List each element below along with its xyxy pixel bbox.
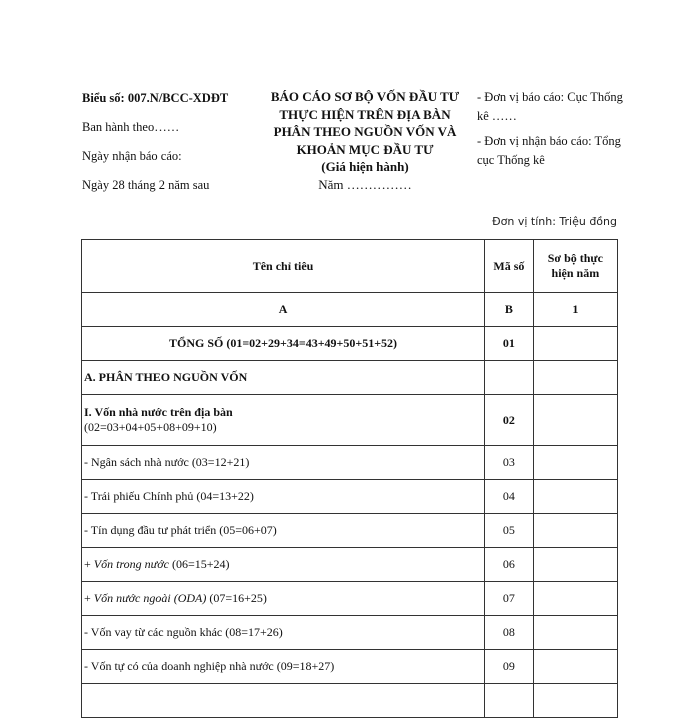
row-code: 07 xyxy=(485,582,534,616)
row-value-cell[interactable] xyxy=(533,684,617,718)
title-line: KHOẢN MỤC ĐẦU TƯ xyxy=(296,141,434,157)
row-formula: (06=15+24) xyxy=(168,557,230,571)
title-line: PHÂN THEO NGUỒN VỐN VÀ xyxy=(273,124,457,139)
row-label: Vốn trong nước xyxy=(93,557,169,571)
letter-value: 1 xyxy=(533,293,617,327)
header-left xyxy=(82,88,257,204)
form-number: Biểu số: 007.N/BCC-XDĐT xyxy=(82,91,229,105)
row-label: Vốn nước ngoài (ODA) xyxy=(93,591,207,605)
row-code: 06 xyxy=(485,548,534,582)
row-formula: (02=03+04+05+08+09+10) xyxy=(84,420,217,434)
table-row xyxy=(82,548,618,582)
report-year: Năm …………… xyxy=(318,176,412,192)
receiving-unit: - Đơn vị nhận báo cáo: Tổng cục Thống kê xyxy=(477,134,621,167)
row-value-cell[interactable] xyxy=(533,361,617,395)
title-line: THỰC HIỆN TRÊN ĐỊA BÀN xyxy=(279,106,451,122)
row-formula: (07=16+25) xyxy=(206,591,267,605)
row-code-cell xyxy=(485,684,534,718)
table-header-row xyxy=(82,240,618,293)
row-code: 01 xyxy=(485,327,534,361)
header-code: Mã số xyxy=(485,240,534,293)
row-label: - Vốn tự có của doanh nghiệp nhà nước (09=18+27) xyxy=(82,650,485,684)
table-row xyxy=(82,446,618,480)
row-label: TỔNG SỐ (01=02+29+34=43+49+50+51+52) xyxy=(82,327,485,361)
row-value-cell[interactable] xyxy=(533,395,617,446)
report-title xyxy=(255,88,475,193)
receive-date-label: Ngày nhận báo cáo: xyxy=(82,149,182,163)
receive-date-value: Ngày 28 tháng 2 năm sau xyxy=(82,178,210,192)
row-label-cell xyxy=(82,395,485,446)
letter-name: A xyxy=(82,293,485,327)
row-value-cell[interactable] xyxy=(533,514,617,548)
table-row xyxy=(82,616,618,650)
header-right xyxy=(477,88,637,176)
table-row xyxy=(82,480,618,514)
header-value: Sơ bộ thực hiện năm xyxy=(533,240,617,293)
row-code: 05 xyxy=(485,514,534,548)
row-value-cell[interactable] xyxy=(533,616,617,650)
reporting-unit: - Đơn vị báo cáo: Cục Thống kê …… xyxy=(477,90,623,123)
table-row xyxy=(82,327,618,361)
header-name: Tên chỉ tiêu xyxy=(82,240,485,293)
row-prefix: + xyxy=(84,557,94,571)
row-label-cell xyxy=(82,582,485,616)
row-label: A. PHÂN THEO NGUỒN VỐN xyxy=(82,361,485,395)
row-label-cell xyxy=(82,684,485,718)
row-label: - Tín dụng đầu tư phát triển (05=06+07) xyxy=(82,514,485,548)
row-label: - Ngân sách nhà nước (03=12+21) xyxy=(82,446,485,480)
unit-label: Đơn vị tính: Triệu đồng xyxy=(492,215,617,228)
row-value-cell[interactable] xyxy=(533,650,617,684)
row-label: I. Vốn nhà nước trên địa bàn xyxy=(84,405,233,419)
row-label: - Vốn vay từ các nguồn khác (08=17+26) xyxy=(82,616,485,650)
table-row xyxy=(82,395,618,446)
row-code: 08 xyxy=(485,616,534,650)
price-basis: (Giá hiện hành) xyxy=(321,159,409,174)
table-row xyxy=(82,514,618,548)
row-code xyxy=(485,361,534,395)
letter-code: B xyxy=(485,293,534,327)
row-label-cell xyxy=(82,548,485,582)
row-value-cell[interactable] xyxy=(533,480,617,514)
row-value-cell[interactable] xyxy=(533,327,617,361)
table-row xyxy=(82,582,618,616)
row-value-cell[interactable] xyxy=(533,446,617,480)
row-code: 04 xyxy=(485,480,534,514)
table-row xyxy=(82,684,618,718)
column-letter-row xyxy=(82,293,618,327)
row-value-cell[interactable] xyxy=(533,582,617,616)
table-row xyxy=(82,361,618,395)
row-prefix: + xyxy=(84,591,94,605)
row-value-cell[interactable] xyxy=(533,548,617,582)
issued-by: Ban hành theo…… xyxy=(82,120,180,134)
report-table xyxy=(81,239,618,718)
row-code: 09 xyxy=(485,650,534,684)
row-label: - Trái phiếu Chính phủ (04=13+22) xyxy=(82,480,485,514)
row-code: 02 xyxy=(485,395,534,446)
row-code: 03 xyxy=(485,446,534,480)
title-line: BÁO CÁO SƠ BỘ VỐN ĐẦU TƯ xyxy=(270,89,460,104)
table-row xyxy=(82,650,618,684)
